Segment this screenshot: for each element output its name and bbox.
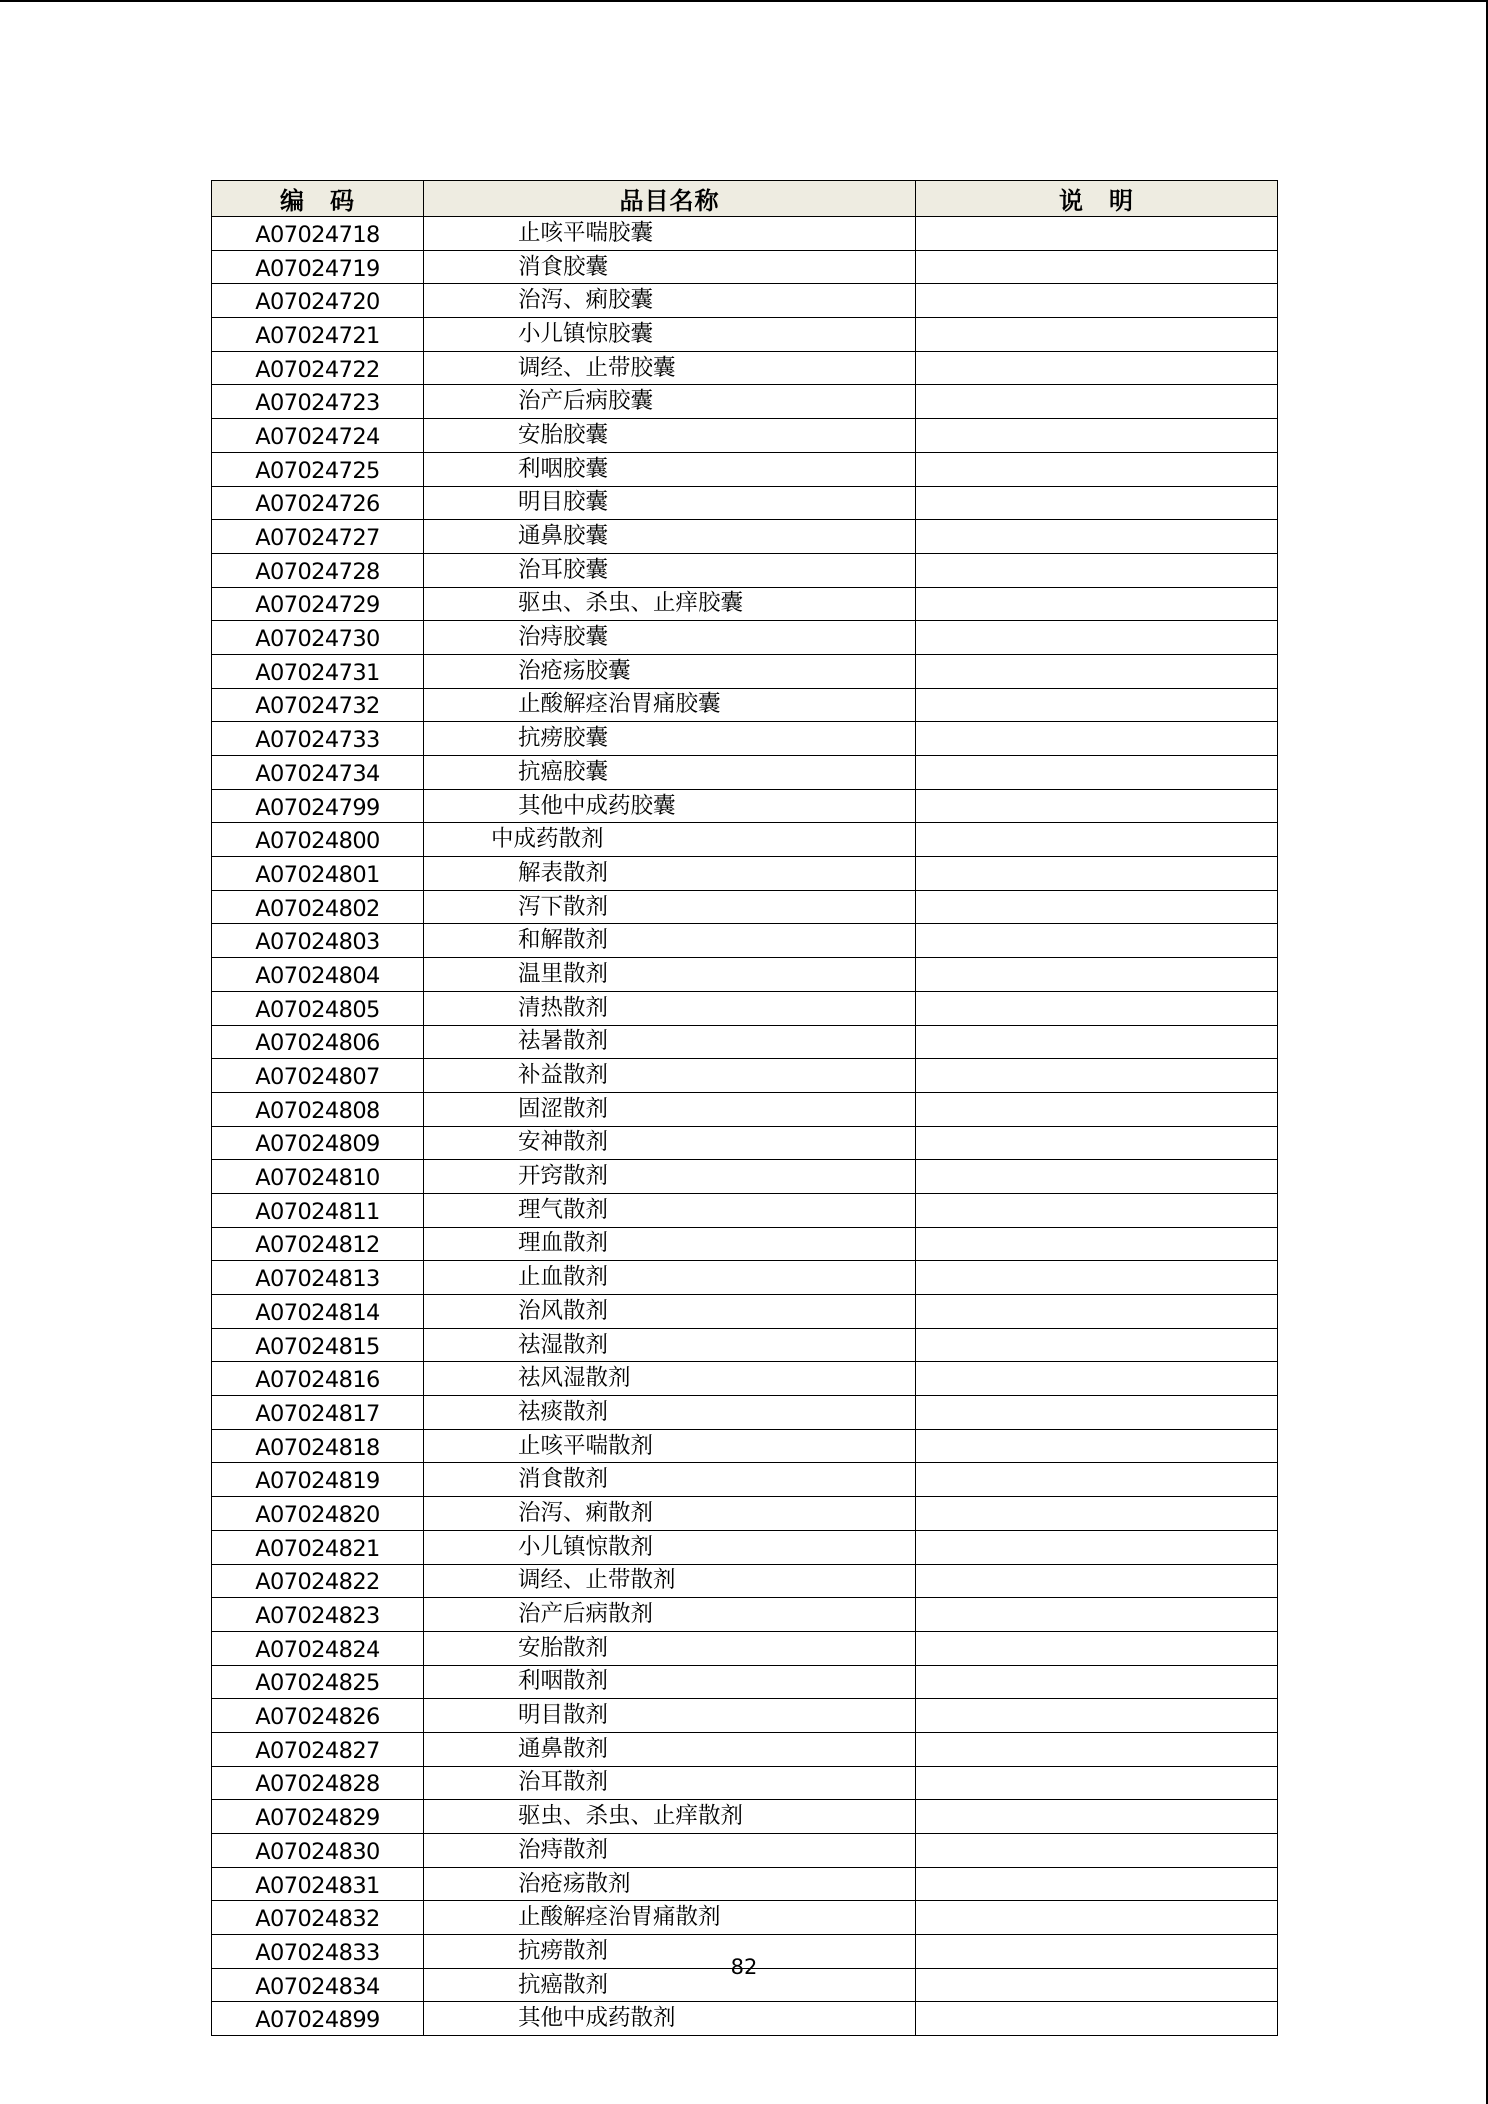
page-number: 82 <box>730 1955 758 1979</box>
item-code: A07024831 <box>212 1867 424 1901</box>
item-name: 祛湿散剂 <box>424 1328 916 1362</box>
table-row <box>212 1261 1278 1295</box>
item-code: A07024718 <box>212 217 424 251</box>
item-note <box>916 1126 1278 1160</box>
item-code: A07024833 <box>212 1935 424 1969</box>
item-note <box>916 1362 1278 1396</box>
item-code: A07024820 <box>212 1497 424 1531</box>
item-note <box>916 250 1278 284</box>
item-name: 通鼻胶囊 <box>424 520 916 554</box>
item-name: 祛风湿散剂 <box>424 1362 916 1396</box>
table-row <box>212 789 1278 823</box>
item-note <box>916 452 1278 486</box>
item-name: 抗癌散剂 <box>424 1968 916 2002</box>
item-code: A07024819 <box>212 1463 424 1497</box>
item-code: A07024727 <box>212 520 424 554</box>
item-note <box>916 621 1278 655</box>
item-code: A07024725 <box>212 452 424 486</box>
item-note <box>916 1834 1278 1868</box>
table-row <box>212 1901 1278 1935</box>
item-note <box>916 890 1278 924</box>
item-name: 抗痨胶囊 <box>424 722 916 756</box>
item-name: 消食散剂 <box>424 1463 916 1497</box>
table-row <box>212 1732 1278 1766</box>
item-name: 通鼻散剂 <box>424 1732 916 1766</box>
item-code: A07024734 <box>212 756 424 790</box>
item-note <box>916 722 1278 756</box>
item-code: A07024726 <box>212 486 424 520</box>
item-name: 抗痨散剂 <box>424 1935 916 1969</box>
item-code: A07024828 <box>212 1766 424 1800</box>
item-code: A07024899 <box>212 2002 424 2036</box>
table-row <box>212 318 1278 352</box>
item-name: 抗癌胶囊 <box>424 756 916 790</box>
item-name: 安胎散剂 <box>424 1631 916 1665</box>
item-note <box>916 385 1278 419</box>
item-note <box>916 419 1278 453</box>
table-row <box>212 722 1278 756</box>
item-code: A07024728 <box>212 553 424 587</box>
item-name: 消食胶囊 <box>424 250 916 284</box>
item-note <box>916 217 1278 251</box>
item-name: 其他中成药散剂 <box>424 2002 916 2036</box>
item-code: A07024799 <box>212 789 424 823</box>
table-row <box>212 1328 1278 1362</box>
table-row <box>212 857 1278 891</box>
table-row <box>212 250 1278 284</box>
item-code: A07024810 <box>212 1160 424 1194</box>
item-note <box>916 1328 1278 1362</box>
item-note <box>916 654 1278 688</box>
item-name: 补益散剂 <box>424 1059 916 1093</box>
item-name: 治产后病胶囊 <box>424 385 916 419</box>
item-name: 驱虫、杀虫、止痒散剂 <box>424 1800 916 1834</box>
header-code: 编 码 <box>212 181 424 217</box>
item-note <box>916 991 1278 1025</box>
table-row <box>212 1295 1278 1329</box>
item-code: A07024729 <box>212 587 424 621</box>
item-code: A07024808 <box>212 1092 424 1126</box>
table-row <box>212 1665 1278 1699</box>
item-code: A07024814 <box>212 1295 424 1329</box>
item-code: A07024822 <box>212 1564 424 1598</box>
item-code: A07024834 <box>212 1968 424 2002</box>
item-name: 中成药散剂 <box>424 823 916 857</box>
item-note <box>916 1564 1278 1598</box>
item-note <box>916 318 1278 352</box>
item-code: A07024818 <box>212 1429 424 1463</box>
item-name: 止咳平喘胶囊 <box>424 217 916 251</box>
item-note <box>916 924 1278 958</box>
item-name: 治耳胶囊 <box>424 553 916 587</box>
item-code: A07024813 <box>212 1261 424 1295</box>
table-row <box>212 1396 1278 1430</box>
item-name: 止酸解痉治胃痛胶囊 <box>424 688 916 722</box>
item-name: 解表散剂 <box>424 857 916 891</box>
item-note <box>916 857 1278 891</box>
item-note <box>916 789 1278 823</box>
table-row <box>212 654 1278 688</box>
item-note <box>916 1631 1278 1665</box>
item-name: 止血散剂 <box>424 1261 916 1295</box>
item-note <box>916 486 1278 520</box>
table-row <box>212 520 1278 554</box>
item-name: 小儿镇惊散剂 <box>424 1530 916 1564</box>
item-code: A07024801 <box>212 857 424 891</box>
item-code: A07024812 <box>212 1227 424 1261</box>
item-note <box>916 1867 1278 1901</box>
item-code: A07024803 <box>212 924 424 958</box>
item-note <box>916 284 1278 318</box>
item-name: 理气散剂 <box>424 1193 916 1227</box>
item-note <box>916 1732 1278 1766</box>
item-name: 利咽胶囊 <box>424 452 916 486</box>
item-name: 温里散剂 <box>424 958 916 992</box>
item-note <box>916 1227 1278 1261</box>
table-row <box>212 1092 1278 1126</box>
table-row <box>212 1800 1278 1834</box>
item-code: A07024805 <box>212 991 424 1025</box>
item-note <box>916 351 1278 385</box>
table-row <box>212 1834 1278 1868</box>
item-note <box>916 1598 1278 1632</box>
item-code: A07024806 <box>212 1025 424 1059</box>
item-name: 开窍散剂 <box>424 1160 916 1194</box>
table-row <box>212 890 1278 924</box>
item-note <box>916 1766 1278 1800</box>
table-row <box>212 1160 1278 1194</box>
item-name: 清热散剂 <box>424 991 916 1025</box>
item-name: 治泻、痢胶囊 <box>424 284 916 318</box>
item-name: 治疮疡散剂 <box>424 1867 916 1901</box>
item-code: A07024816 <box>212 1362 424 1396</box>
top-border-line <box>0 0 1488 2</box>
table-row <box>212 1463 1278 1497</box>
table-row <box>212 958 1278 992</box>
item-code: A07024733 <box>212 722 424 756</box>
item-code: A07024724 <box>212 419 424 453</box>
item-note <box>916 2002 1278 2036</box>
item-code: A07024719 <box>212 250 424 284</box>
item-note <box>916 1160 1278 1194</box>
item-note <box>916 756 1278 790</box>
table-row <box>212 284 1278 318</box>
table-row <box>212 351 1278 385</box>
item-name: 调经、止带散剂 <box>424 1564 916 1598</box>
item-note <box>916 1699 1278 1733</box>
item-note <box>916 823 1278 857</box>
item-name: 固涩散剂 <box>424 1092 916 1126</box>
table-row <box>212 1631 1278 1665</box>
item-code: A07024827 <box>212 1732 424 1766</box>
item-name: 治泻、痢散剂 <box>424 1497 916 1531</box>
item-name: 理血散剂 <box>424 1227 916 1261</box>
item-name: 驱虫、杀虫、止痒胶囊 <box>424 587 916 621</box>
table-row <box>212 1598 1278 1632</box>
item-name: 泻下散剂 <box>424 890 916 924</box>
item-note <box>916 1025 1278 1059</box>
table-row <box>212 587 1278 621</box>
item-name: 小儿镇惊胶囊 <box>424 318 916 352</box>
header-name: 品目名称 <box>424 181 916 217</box>
table-row <box>212 688 1278 722</box>
item-note <box>916 1295 1278 1329</box>
item-code: A07024811 <box>212 1193 424 1227</box>
table-row <box>212 1530 1278 1564</box>
table-row <box>212 1362 1278 1396</box>
item-name: 其他中成药胶囊 <box>424 789 916 823</box>
item-code: A07024807 <box>212 1059 424 1093</box>
table-row <box>212 2002 1278 2036</box>
item-note <box>916 1800 1278 1834</box>
item-note <box>916 1463 1278 1497</box>
item-name: 治产后病散剂 <box>424 1598 916 1632</box>
item-code: A07024832 <box>212 1901 424 1935</box>
item-note <box>916 553 1278 587</box>
item-name: 明目胶囊 <box>424 486 916 520</box>
item-code: A07024804 <box>212 958 424 992</box>
table-row <box>212 1699 1278 1733</box>
item-code: A07024824 <box>212 1631 424 1665</box>
item-note <box>916 1193 1278 1227</box>
item-name: 利咽散剂 <box>424 1665 916 1699</box>
table-row <box>212 1227 1278 1261</box>
item-note <box>916 520 1278 554</box>
item-name: 治痔胶囊 <box>424 621 916 655</box>
item-code: A07024829 <box>212 1800 424 1834</box>
table-row <box>212 1867 1278 1901</box>
table-body <box>212 217 1278 2036</box>
item-name: 祛痰散剂 <box>424 1396 916 1430</box>
table-row <box>212 553 1278 587</box>
table-row <box>212 756 1278 790</box>
table-row <box>212 385 1278 419</box>
item-code: A07024721 <box>212 318 424 352</box>
item-name: 治耳散剂 <box>424 1766 916 1800</box>
item-code: A07024732 <box>212 688 424 722</box>
item-note <box>916 1092 1278 1126</box>
item-name: 调经、止带胶囊 <box>424 351 916 385</box>
item-code: A07024809 <box>212 1126 424 1160</box>
item-name: 止酸解痉治胃痛散剂 <box>424 1901 916 1935</box>
table-row <box>212 217 1278 251</box>
item-note <box>916 688 1278 722</box>
item-note <box>916 958 1278 992</box>
table-row <box>212 1126 1278 1160</box>
table-row <box>212 452 1278 486</box>
item-name: 治疮疡胶囊 <box>424 654 916 688</box>
table-row <box>212 1059 1278 1093</box>
item-note <box>916 1261 1278 1295</box>
item-name: 和解散剂 <box>424 924 916 958</box>
item-code: A07024800 <box>212 823 424 857</box>
table-row <box>212 1766 1278 1800</box>
item-note <box>916 1396 1278 1430</box>
item-note <box>916 1901 1278 1935</box>
item-code: A07024731 <box>212 654 424 688</box>
item-code: A07024826 <box>212 1699 424 1733</box>
item-code: A07024730 <box>212 621 424 655</box>
item-note <box>916 1665 1278 1699</box>
table-row <box>212 1193 1278 1227</box>
item-name: 治风散剂 <box>424 1295 916 1329</box>
table-row <box>212 1564 1278 1598</box>
item-name: 祛暑散剂 <box>424 1025 916 1059</box>
item-name: 止咳平喘散剂 <box>424 1429 916 1463</box>
table-row <box>212 924 1278 958</box>
item-note <box>916 1059 1278 1093</box>
item-code: A07024817 <box>212 1396 424 1430</box>
catalog-table <box>211 180 1278 2036</box>
item-code: A07024815 <box>212 1328 424 1362</box>
table-row <box>212 486 1278 520</box>
item-name: 安神散剂 <box>424 1126 916 1160</box>
item-name: 明目散剂 <box>424 1699 916 1733</box>
item-code: A07024723 <box>212 385 424 419</box>
table-row <box>212 419 1278 453</box>
item-code: A07024802 <box>212 890 424 924</box>
header-note: 说 明 <box>916 181 1278 217</box>
item-code: A07024825 <box>212 1665 424 1699</box>
item-note <box>916 1497 1278 1531</box>
item-code: A07024720 <box>212 284 424 318</box>
item-note <box>916 587 1278 621</box>
item-note <box>916 1429 1278 1463</box>
table-row <box>212 823 1278 857</box>
table-header-row <box>212 181 1278 217</box>
item-note <box>916 1530 1278 1564</box>
table-row <box>212 1429 1278 1463</box>
item-code: A07024722 <box>212 351 424 385</box>
table-row <box>212 1497 1278 1531</box>
table-row <box>212 621 1278 655</box>
table-row <box>212 1025 1278 1059</box>
table-row <box>212 991 1278 1025</box>
item-name: 安胎胶囊 <box>424 419 916 453</box>
item-code: A07024830 <box>212 1834 424 1868</box>
item-name: 治痔散剂 <box>424 1834 916 1868</box>
item-code: A07024821 <box>212 1530 424 1564</box>
item-code: A07024823 <box>212 1598 424 1632</box>
